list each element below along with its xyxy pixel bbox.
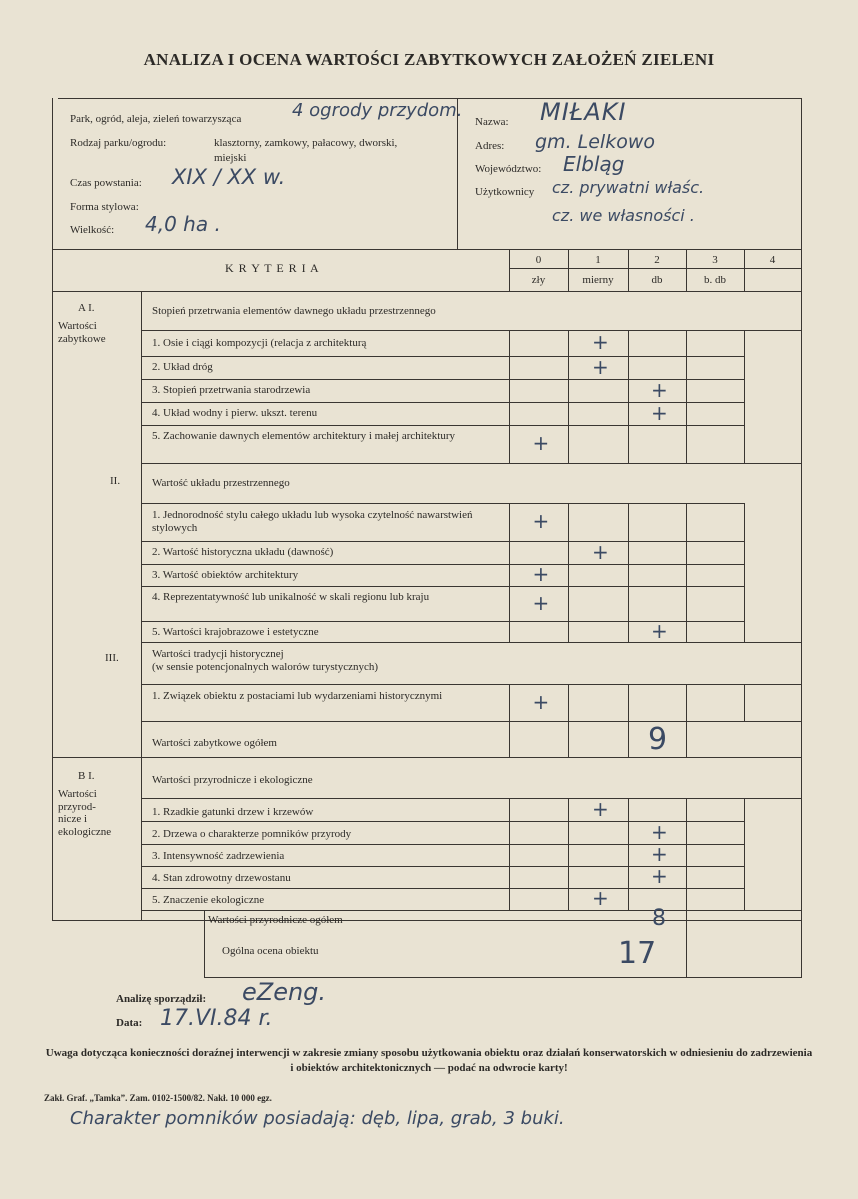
- a2-row: 2. Wartość historyczna układu (dawność): [152, 546, 334, 558]
- section-a-roman-2: II.: [110, 475, 121, 487]
- wielkosc-label: Wielkość:: [70, 224, 115, 236]
- mark-a2-3: +: [532, 562, 550, 586]
- park-label: Park, ogród, aleja, zieleń towarzysząca: [70, 113, 242, 125]
- a1-row: 3. Stopień przetrwania starodrzewia: [152, 384, 311, 396]
- wielkosc-value: 4,0 ha .: [145, 212, 221, 236]
- mark-a2-5: +: [651, 618, 668, 643]
- analyst-signature: eZeng.: [242, 978, 327, 1006]
- b-total-label: Wartości przyrodnicze ogółem: [208, 914, 343, 926]
- nazwa-label: Nazwa:: [475, 116, 509, 128]
- mark-b-3: +: [651, 842, 668, 866]
- a2-row: 3. Wartość obiektów architektury: [152, 569, 299, 581]
- rodzaj-options-2: miejski: [214, 152, 247, 164]
- mark-a2-1: +: [532, 509, 550, 533]
- mark-b-2: +: [651, 819, 668, 844]
- date-label: Data:: [116, 1017, 143, 1029]
- b-row: 1. Rzadkie gatunki drzew i krzewów: [152, 806, 314, 818]
- a2-row: 1. Jednorodność stylu całego układu lub wysoka czytelność nawarstwień stylowych: [152, 509, 473, 534]
- rodzaj-label: Rodzaj parku/ogrodu:: [70, 137, 167, 149]
- col-0-num: 0: [535, 254, 542, 266]
- wojewodztwo-value: Elbląg: [563, 152, 625, 176]
- kryteria-header: K R Y T E R I A: [225, 261, 320, 275]
- mark-a3-1: +: [532, 689, 550, 714]
- uzytkownicy-value: cz. prywatni właśc.: [552, 178, 705, 197]
- a1-row: 5. Zachowanie dawnych elementów architektury i małej architektury: [152, 430, 455, 442]
- col-1-name: mierny: [582, 274, 614, 286]
- warning-note: Uwaga dotycząca konieczności doraźnej interwencji w zakresie zmiany sposobu użytkowania obiektu oraz działań konserwatorskich w odniesieniu do zadrzewienia i obiektów architektonicznych — podać na odwrocie karty!: [45, 1047, 813, 1074]
- section-b-name: Wartości przyrod- nicze i ekologiczne: [58, 788, 112, 838]
- a2-row: 4. Reprezentatywność lub unikalność w skali regionu lub kraju: [152, 591, 430, 603]
- section-a-roman-3: III.: [105, 652, 119, 664]
- a-total-label: Wartości zabytkowe ogółem: [152, 737, 277, 749]
- a1-row: 2. Układ dróg: [152, 361, 213, 373]
- mark-a2-4: +: [532, 590, 550, 615]
- nazwa-value: MIŁAKI: [540, 98, 627, 126]
- a-total-value: 9: [648, 722, 668, 757]
- analyst-label: Analizę sporządził:: [116, 993, 207, 1005]
- b-row: 4. Stan zdrowotny drzewostanu: [152, 872, 291, 884]
- a1-row: 4. Układ wodny i pierw. ukszt. terenu: [152, 407, 318, 419]
- mark-b-5: +: [592, 886, 609, 910]
- b-row: 5. Znaczenie ekologiczne: [152, 894, 265, 906]
- adres-value: gm. Lelkowo: [535, 131, 655, 153]
- section-a-letter: A I.: [78, 302, 95, 314]
- forma-label: Forma stylowa:: [70, 201, 139, 213]
- date-value: 17.VI.84 r.: [160, 1006, 273, 1031]
- mark-b-4: +: [651, 864, 668, 888]
- czas-value: XIX / XX w.: [172, 165, 286, 189]
- page-title: ANALIZA I OCENA WARTOŚCI ZABYTKOWYCH ZAŁOŻEŃ ZIELENI: [143, 50, 715, 69]
- mark-a1-3: +: [651, 377, 668, 402]
- adres-label: Adres:: [475, 140, 505, 152]
- b-row: 2. Drzewa o charakterze pomników przyrody: [152, 828, 352, 840]
- a2-heading: Wartość układu przestrzennego: [152, 477, 290, 489]
- section-a-name: Wartości zabytkowe: [58, 320, 106, 345]
- mark-a1-1: +: [592, 330, 609, 354]
- wojewodztwo-label: Województwo:: [475, 163, 542, 175]
- b-heading: Wartości przyrodnicze i ekologiczne: [152, 774, 313, 786]
- mark-a2-2: +: [592, 539, 609, 564]
- section-b-letter: B I.: [78, 770, 95, 782]
- print-info: Zakł. Graf. „Tamka”. Zam. 0102-1500/82. Nakł. 10 000 egz.: [44, 1093, 272, 1103]
- uzytkownicy-label: Użytkownicy: [475, 186, 535, 198]
- col-3-name: b. db: [704, 274, 726, 286]
- col-4-num: 4: [769, 254, 776, 266]
- col-1-num: 1: [595, 254, 601, 266]
- czas-label: Czas powstania:: [70, 177, 142, 189]
- uzytkownicy-value-2: cz. we własności .: [552, 206, 695, 225]
- mark-b-1: +: [592, 796, 609, 821]
- a3-row: 1. Związek obiektu z postaciami lub wydarzeniami historycznymi: [152, 690, 443, 702]
- a3-heading: Wartości tradycji historycznej (w sensie potencjonalnych walorów turystycznych): [152, 648, 379, 673]
- a1-heading: Stopień przetrwania elementów dawnego układu przestrzennego: [152, 305, 436, 317]
- a1-row: 1. Osie i ciągi kompozycji (relacja z architekturą: [152, 337, 367, 349]
- col-3-num: 3: [712, 254, 718, 266]
- b-total-value: 8: [652, 906, 666, 931]
- handwritten-note: Charakter pomników posiadają: dęb, lipa, grab, 3 buki.: [70, 1108, 565, 1129]
- mark-a1-5: +: [532, 431, 550, 455]
- mark-a1-2: +: [592, 354, 609, 379]
- col-2-num: 2: [654, 254, 660, 266]
- b-row: 3. Intensywność zadrzewienia: [152, 850, 285, 862]
- col-2-name: db: [651, 274, 663, 286]
- rodzaj-options: klasztorny, zamkowy, pałacowy, dworski,: [214, 137, 398, 149]
- mark-a1-4: +: [651, 400, 668, 425]
- park-value: 4 ogrody przydom.: [292, 100, 463, 121]
- a2-row: 5. Wartości krajobrazowe i estetyczne: [152, 626, 319, 638]
- col-0-name: zły: [531, 274, 546, 286]
- overall-label: Ogólna ocena obiektu: [222, 945, 319, 957]
- overall-value: 17: [618, 936, 657, 971]
